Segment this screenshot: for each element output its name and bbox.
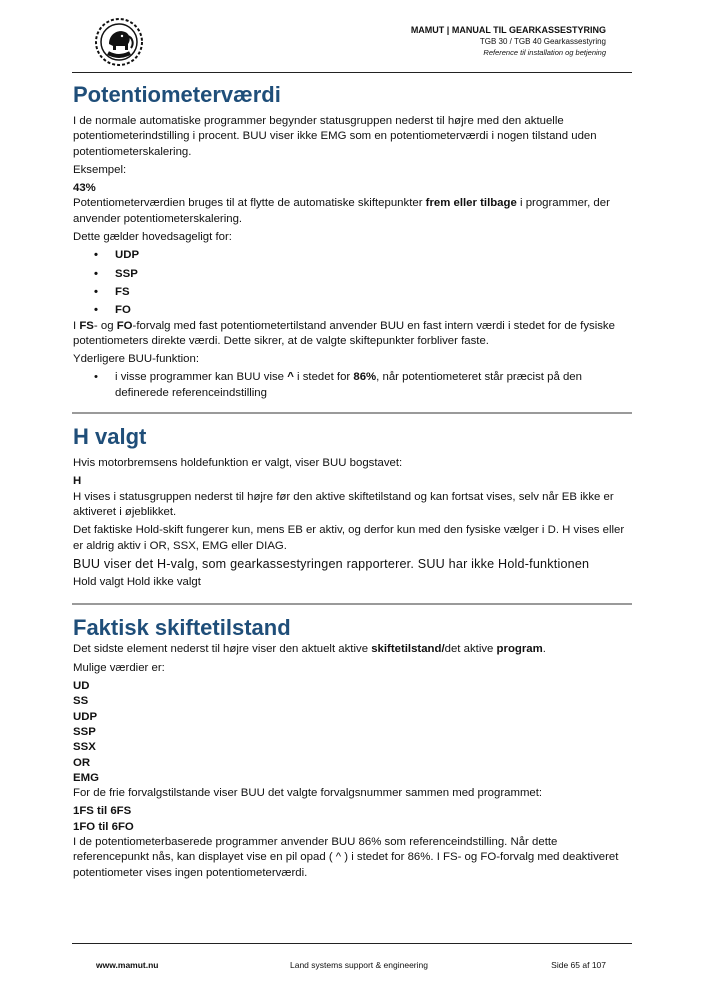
paragraph: Mulige værdier er:: [73, 661, 165, 674]
manual-section: Reference til installation og betjening: [483, 48, 606, 57]
range-value: 1FO til 6FO: [73, 820, 134, 833]
section-divider: [72, 603, 632, 605]
paragraph: Yderligere BUU-funktion:: [73, 353, 199, 366]
range-value: 1FS til 6FS: [73, 805, 132, 818]
paragraph: H vises i statusgruppen nederst til højre før den aktive skiftetilstand og kan fortsat vises, selv når EB ikke er aktiveret i øjeblikket.: [73, 490, 614, 518]
mode-code: EMG: [73, 771, 99, 784]
paragraph: I de potentiometerbaserede programmer anvender BUU 86% som referenceindstilling. Når dette referencepunkt nås, kan displayet vise en pil opad ( ^ ) i stedet for 86%. I FS- og FO-forvalg med deaktiveret potentiometer vises ingen potentiometerværdi.: [73, 835, 619, 879]
footer-center: Land systems support & engineering: [290, 960, 428, 970]
mode-code-list: [73, 679, 628, 786]
mode-code: SS: [73, 695, 89, 708]
section-potentiometer: [73, 82, 628, 401]
mamut-logo: [94, 17, 144, 67]
page-content: [73, 82, 628, 884]
mode-code: SSP: [73, 725, 96, 738]
list-item: • i visse programmer kan BUU vise ^ i stedet for 86%, når potentiometeret står præcist på den definerede referenceindstilling: [73, 370, 628, 401]
section-title: Faktisk skiftetilstand: [73, 615, 291, 641]
list-item: • FS: [73, 285, 628, 300]
example-value: 43%: [73, 182, 96, 195]
section-h-valgt: [73, 424, 628, 590]
list-item: • UDP: [73, 248, 628, 263]
paragraph: Det sidste element nederst til højre viser den aktuelt aktive skiftetilstand/det aktive program.: [73, 643, 546, 656]
paragraph: Hvis motorbremsens holdefunktion er valgt, viser BUU bogstavet:: [73, 457, 403, 470]
h-letter: H: [73, 475, 82, 488]
example-label: Eksempel:: [73, 163, 127, 176]
page-header: [72, 14, 632, 72]
function-list: [73, 370, 628, 401]
manual-title: MAMUT | MANUAL TIL GEARKASSESTYRING: [410, 25, 606, 35]
list-item: • SSP: [73, 267, 628, 282]
paragraph: I FS- og FO-forvalg med fast potentiometertilstand anvender BUU en fast intern værdi i stedet for de fysiske potentiometers direkte værdi. Dette sikrer, at de valgte skiftepunkter forbliver faste.: [73, 319, 615, 347]
paragraph: Hold valgt Hold ikke valgt: [73, 576, 201, 589]
manual-subtitle: TGB 30 / TGB 40 Gearkassestyring: [479, 37, 606, 46]
paragraph: Dette gælder hovedsageligt for:: [73, 231, 232, 244]
paragraph: For de frie forvalgstilstande viser BUU det valgte forvalgsnummer sammen med programmet:: [73, 787, 543, 800]
program-list: [73, 248, 628, 318]
section-skiftetilstand: [73, 615, 628, 880]
mode-code: OR: [73, 756, 91, 769]
section-divider: [72, 412, 632, 414]
mode-code: SSX: [73, 741, 96, 754]
footer-rule: [72, 943, 632, 944]
section-title: Potentiometerværdi: [73, 82, 281, 107]
footer-url: www.mamut.nu: [96, 960, 159, 970]
paragraph: BUU viser det H-valg, som gearkassestyringen rapporterer. SUU har ikke Hold-funktionen: [73, 556, 590, 571]
paragraph: I de normale automatiske programmer begynder statusgruppen nederst til højre med den aktuelle potentiometerindstilling i procent. BUU viser ikke EMG som en potentiometerværdi i nogen tilstand uden potentiometerskalering.: [73, 115, 597, 158]
page-number: Side 65 af 107: [551, 960, 606, 970]
paragraph: Det faktiske Hold-skift fungerer kun, mens EB er aktiv, og derfor kun med den fysiske vælger i D. H vises eller er aldrig aktiv i OR, SSX, EMG eller DIAG.: [73, 524, 625, 552]
list-item: • FO: [73, 303, 628, 318]
section-title: H valgt: [73, 424, 147, 450]
paragraph: Potentiometerværdien bruges til at flytte de automatiske skiftepunkter frem eller tilbage i programmer, der anvender potentiometerskalering.: [73, 197, 610, 225]
mode-code: UD: [73, 680, 90, 693]
mode-code: UDP: [73, 710, 98, 723]
header-rule: [72, 72, 632, 73]
